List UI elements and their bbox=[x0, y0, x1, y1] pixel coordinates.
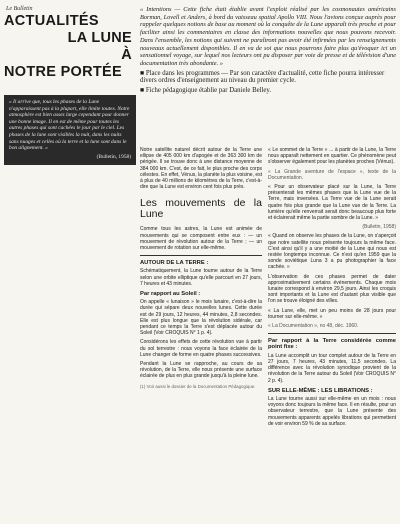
colA-sub1-text: Schématiquement, la Lune tourne autour de la Terre selon une orbite elliptique qu'elle parcourt en 27 jours, 7 heures et 43 minutes. bbox=[140, 268, 262, 287]
section-lead: Comme tous les astres, la Lune est animée de mouvements qui se composent entre eux : — un mouvement de révolution autour de la Terre ; — un mouvement de rotation sur elle-même. bbox=[140, 226, 262, 252]
kicker: Le Bulletin bbox=[6, 6, 33, 12]
headline-line-4: NOTRE PORTÉE bbox=[4, 64, 122, 80]
epigraph-text: « Il arrive que, tous les phases de la Lune n'apparaissent pas à la plupart, elle limite toutes. Notre atmosphère est bien assez large cependant pour donner une bonne image. Il en est de même pour toutes les autres phases qui sont cachées le jour par le ciel. Les phases de la lune sont visibles la nuit, dans les nuits sans nuages et celles où la terre et la lune sont dans le bon alignement. » bbox=[9, 99, 130, 152]
colB-p3-source: (Bulletin, 1958) bbox=[362, 224, 396, 231]
intro-bullet-1: ■ Place dans les programmes — Par son caractère d'actualité, cette fiche pourra intéresser divers ordres d'enseignement au niveau du premier cycle. bbox=[140, 69, 385, 85]
colA-intro: Notre satellite naturel décrit autour de la Terre une ellipse de 405 000 km d'apogée et de 363 300 km de périgée. Il se trouve donc à une distance moyenne de 384 000 km. C'est, de ce fait, le plus proche des corps célestes. En effet, Vénus, la planète la plus voisine, est à plus de 40 millions de kilomètres de la Terre, c'est-à-dire que la Lune est environ cent fois plus près. bbox=[140, 147, 262, 191]
divider bbox=[140, 255, 262, 256]
colA-sub2-text3: Pendant la Lune se rapproche, au cours de sa révolution, de la Terre, elle nous présente une surface éclairée de plus en plus grande jusqu'à la pleine lune. bbox=[140, 361, 262, 380]
subhead-soleil: Par rapport au Soleil : bbox=[140, 291, 201, 298]
epigraph-box bbox=[4, 95, 136, 165]
intro-bullet-1-text: Place dans les programmes — Par son caractère d'actualité, cette fiche pourra intéresser divers ordres d'enseignement au niveau du premier cycle. bbox=[140, 69, 385, 85]
colB-p5: L'observation de ces phases permet de dater approximativement certains événements. Chaque mois lunaire correspond à environ 29,5 jours. Ainsi les croquis sont importants et la Lune est d'autant plus visible que l'on se trouve éloigné des villes. bbox=[268, 273, 396, 305]
colB-sub2-text: La Lune tourne aussi sur elle-même en un mois : nous voyons donc toujours la même face. Il en résulte, pour un observateur terrestre, que la Lune présente des mouvements apparents appelés librations qui permettent de voir environ 59 % de sa surface. bbox=[268, 395, 396, 427]
colA-sub2-text2: Considérons les effets de cette révolution vue à partir du sol terrestre : nous voyons la face éclairée de la Lune changer de forme en quatre phases successives. bbox=[140, 339, 262, 358]
intro-paragraph: « Intentions — Cette fiche était établie avant l'exploit réalisé par les cosmonautes américains Borman, Lovell et Anders, à bord du vaisseau spatial Apollo VIII. Nous l'avions conçue auprès pour rappeler quelques notions de base au moment où la conquête de la Lune apparaît très proche et pour faciliter ainsi les commentaires en classe des informations nouvelles que nous pouvons recevoir. Dans l'ensemble, les notions qui suivent ne paraîtront pas avoir été infirmées par les renseignements nouveaux actuellement disponibles. Il en va de soi que nous pourrons faire plus qu'évoquer ici un sensationnel voyage, sur lequel nos lecteurs ont pu disposer par voie de presse et de télévision d'une documentation très abondante. » bbox=[140, 6, 396, 67]
colB-p4: « Quand on observe les phases de la Lune, on s'aperçoit que notre satellite nous présente toujours la même face. C'est ainsi qu'il y a une moitié de la Lune qui nous est restée longtemps inconnue. Ce n'est qu'en 1959 que la sonde soviétique Luna 3 a pu photographier la face cachée. » bbox=[268, 233, 396, 271]
intro-block bbox=[140, 6, 396, 95]
headline-line-3: À bbox=[121, 47, 132, 63]
colB-p6-source: « La Documentation », no 48, déc. 1960. bbox=[268, 323, 359, 330]
headline-line-2: LA LUNE bbox=[67, 30, 132, 46]
section-title: Les mouvements de la Lune bbox=[140, 197, 262, 221]
headline bbox=[4, 13, 136, 81]
colB-p3: « Pour un observateur placé sur la Lune, la Terre présenterait les mêmes phases que la Lune vue de la Terre, mais inversées. La Terre vue de la Lune serait quatre fois plus grande que la Lune vue de la Terre. La lumière qu'elle renverrait serait donc beaucoup plus forte et éclairerait même la partie sombre de la Lune. » bbox=[268, 184, 396, 222]
divider bbox=[268, 333, 396, 334]
headline-line-1: ACTUALITÉS bbox=[4, 13, 99, 29]
colB-p1: « Le sommet de la Terre » ... à partir de la Lune, la Terre nous apparaît nettement en quartier. Ce phénomène peut s'observer également pour les planètes proches (Vénus). bbox=[268, 147, 396, 166]
colA-sub2-text: On appelle « lunaison » le mois lunaire, c'est-à-dire la durée qui sépare deux nouvelles lunes. Cette durée est de 29 jours, 12 heures, 44 minutes, 2,8 secondes. Elle est plus longue que la révolution sidérale, car pendant ce temps la Terre s'est déplacée autour du Soleil (Voir CROQUIS N° 1 p. 4). bbox=[140, 299, 262, 337]
epigraph-source: (Bulletin, 1958) bbox=[96, 153, 131, 160]
colB-sub1-text: La Lune accomplit un tour complet autour de la Terre en 27 jours, 7 heures, 43 minutes, 11,5 secondes. La différence avec la révolution synodique provient de la révolution de la Terre autour du Soleil (Voir CROQUIS N° 2 p. 4). bbox=[268, 352, 396, 384]
colB-p2: « La Grande aventure de l'espace », texte de la Documentation. bbox=[268, 168, 396, 181]
colB-p6: « La Lune, elle, met un peu moins de 28 jours pour tourner sur elle-même. » bbox=[268, 307, 396, 320]
column-a bbox=[140, 147, 262, 390]
subhead-terre-point-fixe: Par rapport à la Terre considérée comme point fixe : bbox=[268, 338, 396, 351]
subhead-librations: SUR ELLE-MÊME : LES LIBRATIONS : bbox=[268, 387, 373, 394]
subhead-autour-terre: AUTOUR DE LA TERRE : bbox=[140, 260, 209, 267]
column-b bbox=[268, 147, 396, 430]
footnote: (1) Voir aussi le dossier de la Documentation Pédagogique. bbox=[140, 383, 256, 389]
left-column bbox=[4, 6, 136, 165]
intro-bullet-2: ■ Fiche pédagogique établie par Daniele Belley. bbox=[140, 87, 272, 95]
intro-bullet-2-text: Fiche pédagogique établie par Daniele Belley. bbox=[145, 87, 272, 95]
